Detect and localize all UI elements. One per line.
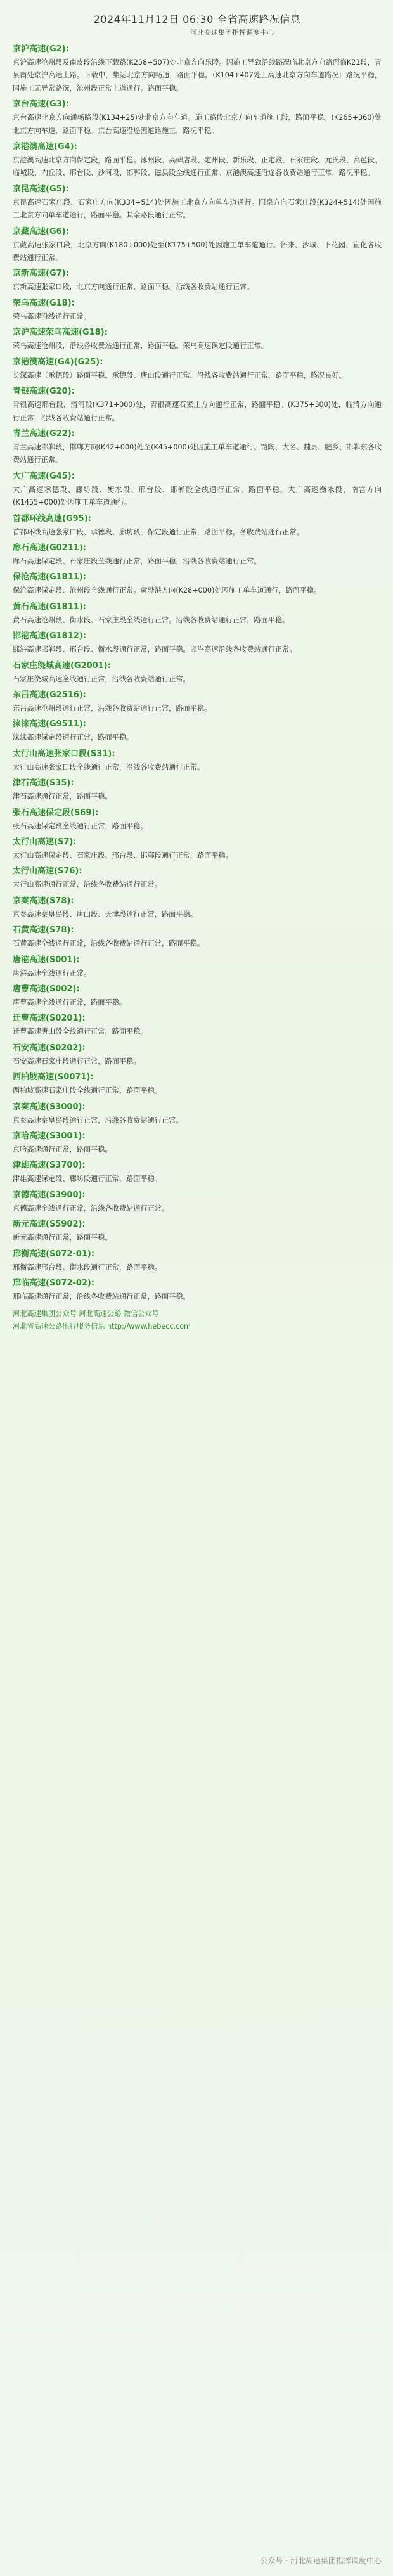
footer-line-2: 河北省高速公路出行服务信息 http://www.hebecc.com — [13, 1322, 191, 1330]
road-status: 保沧高速保定段、沧州段全线通行正常。黄骅港方向(K28+000)处因施工单车道通行，路面平稳。 — [13, 586, 321, 595]
road-name: 石黄高速(S78): — [13, 925, 74, 936]
road-section — [13, 326, 382, 352]
road-name: 太行山高速张家口段(S31): — [13, 749, 115, 759]
road-section — [13, 1100, 382, 1127]
road-name: 涞涞高速(G9511): — [13, 719, 86, 730]
road-name: 津石高速(S35): — [13, 778, 74, 789]
road-name: 保沧高速(G1811): — [13, 572, 86, 583]
road-section — [13, 183, 382, 222]
road-name: 迁曹高速(S0201): — [13, 1014, 86, 1024]
road-name: 张石高速保定段(S69): — [13, 808, 99, 818]
road-name: 太行山高速(S7): — [13, 837, 77, 847]
road-section — [13, 512, 382, 539]
road-section — [13, 835, 382, 862]
road-status: 京台高速北京方向通畅路段(K134+25)处北京方向车道。施工路段北京方向车道施工段，路面平稳。(K265+360)处北京方向车道，路面平稳。京台高速沿途因道路施工，路况平稳。 — [13, 113, 382, 135]
watermark: 公众号 · 河北高速集团指挥调度中心 — [260, 2556, 382, 2565]
road-status: 京藏高速张家口段，北京方向(K180+000)处至(K175+500)处因施工单车道通行。怀来、沙城、下花园、宣化各收费站通行正常。 — [13, 240, 382, 262]
road-status: 太行山高速保定段、石家庄段、邢台段、邯郸段通行正常，路面平稳。 — [13, 851, 233, 860]
road-name: 大广高速(G45): — [13, 471, 75, 481]
road-name: 荣乌高速(G18): — [13, 298, 75, 308]
road-status: 黄石高速沧州段、衡水段、石家庄段全线通行正常。沿线各收费站通行正常，路面平稳。 — [13, 615, 290, 624]
road-name: 邯港高速(G1812): — [13, 631, 86, 641]
road-status: 石安高速石家庄段通行正常，路面平稳。 — [13, 1057, 141, 1066]
road-section — [13, 1130, 382, 1156]
road-name: 京藏高速(G6): — [13, 226, 69, 236]
road-status: 京沪高速沧州段及南皮段沿线下载路(K258+507)处北京方向乐陵。因施工导致沿线路况临北京方向路面临K21段，青县南处京沪高速上路。下载中，集运北京方向畅通，路面平稳。（K104+407处上高速北京方向车道路况：路况平稳，因施工无异常路况，沧州段正常上道通行。路面平稳。 — [13, 58, 382, 93]
road-status: 京新高速张家口段，北京方向通行正常，路面平稳。沿线各收费站通行正常。 — [13, 283, 254, 292]
road-status: 邢临高速通行正常，沿线各收费站通行正常，路面平稳。 — [13, 1292, 190, 1301]
road-name: 京秦高速(S3000): — [13, 1102, 86, 1112]
road-status: 太行山高速通行正常，沿线各收费站通行正常。 — [13, 880, 162, 889]
road-section — [13, 659, 382, 686]
road-status: 石黄高速全线通行正常，沿线各收费站通行正常，路面平稳。 — [13, 939, 205, 948]
road-section — [13, 806, 382, 833]
road-section — [13, 924, 382, 950]
road-name: 邢临高速(S072-02): — [13, 1278, 95, 1289]
footer-line-1: 河北高速集团公众号 河北高速公路 微信公众号 — [13, 1309, 159, 1318]
road-section — [13, 629, 382, 656]
road-status: 邯港高速邯郸段、邢台段、衡水段通行正常，路面平稳。邯港高速沿线各收费站通行正常。 — [13, 645, 297, 654]
road-section — [13, 600, 382, 627]
footer — [13, 1308, 382, 1333]
road-section — [13, 267, 382, 293]
road-status: 廊石高速保定段、石家庄段全线通行正常，路面平稳，沿线各收费站通行正常。 — [13, 557, 261, 565]
road-status: 西柏坡高速石家庄段全线通行正常，路面平稳。 — [13, 1086, 162, 1095]
road-status: 青银高速邢台段，清河段(K371+000)处，青银高速石家庄方向通行正常，路面平稳。(K375+300)处，临清方向通行正常，沿线各收费站通行正常。 — [13, 401, 382, 422]
road-name: 唐曹高速(S002): — [13, 984, 80, 995]
road-name: 黄石高速(G1811): — [13, 602, 86, 612]
road-section — [13, 688, 382, 715]
road-section — [13, 297, 382, 323]
road-section — [13, 1012, 382, 1038]
road-status: 京昆高速石家庄段，石家庄方向(K334+514)处因施工北京方向单车道通行。阳泉方向石家庄段(K324+514)处因施工北京方向单车道通行，路面平稳。其余路段通行正常。 — [13, 198, 382, 220]
road-status: 石家庄绕城高速全线通行正常，沿线各收费站通行正常。 — [13, 674, 190, 683]
road-section — [13, 1247, 382, 1274]
road-status: 长深高速（承德段）路面平稳。承德段、唐山段通行正常，沿线各收费站通行正常，路面平稳，路况良好。 — [13, 371, 346, 380]
road-name: 京沪高速荣乌高速(G18): — [13, 328, 108, 338]
road-section — [13, 776, 382, 803]
road-section — [13, 225, 382, 265]
road-section — [13, 1071, 382, 1097]
road-name: 太行山高速(S76): — [13, 866, 82, 877]
road-status: 东吕高速沧州段通行正常，沿线各收费站通行正常，路面平稳。 — [13, 704, 212, 712]
road-section — [13, 747, 382, 774]
road-status: 大广高速承德段、廊坊段、衡水段、邢台段、邯郸段全线通行正常，路面平稳。大广高速衡水段，南宫方向(K1455+000)处因施工单车道通行。 — [13, 485, 382, 507]
road-name: 京新高速(G7): — [13, 269, 69, 279]
road-status: 迁曹高速唐山段全线通行正常，路面平稳。 — [13, 1027, 148, 1036]
road-name: 青银高速(G20): — [13, 387, 75, 397]
road-section — [13, 356, 382, 382]
road-status: 首都环线高速张家口段、承德段、廊坊段、保定段通行正常，路面平稳。各收费站通行正常。 — [13, 527, 304, 536]
road-section — [13, 1277, 382, 1303]
road-section — [13, 427, 382, 467]
road-section — [13, 953, 382, 980]
road-section — [13, 140, 382, 180]
road-status: 唐港高速全线通行正常。 — [13, 969, 91, 977]
road-status: 京秦高速秦皇岛段、唐山段、天津段通行正常，路面平稳。 — [13, 910, 197, 918]
road-section — [13, 1159, 382, 1185]
page-source: 河北高速集团指挥调度中心 — [190, 29, 274, 37]
road-section — [13, 470, 382, 510]
road-status: 荣乌高速沿线通行正常。 — [13, 312, 91, 321]
road-section — [13, 865, 382, 891]
road-status: 张石高速保定段全线通行正常，路面平稳。 — [13, 821, 148, 830]
road-name: 京哈高速(S3001): — [13, 1131, 86, 1142]
road-section — [13, 570, 382, 597]
road-name: 邢衡高速(S072-01): — [13, 1249, 95, 1259]
road-status: 津雄高速保定段、廊坊段通行正常，路面平稳。 — [13, 1175, 162, 1183]
road-section — [13, 541, 382, 568]
road-name: 津雄高速(S3700): — [13, 1161, 86, 1171]
road-status: 京哈高速通行正常，路面平稳。 — [13, 1145, 112, 1154]
road-status: 京德高速全线通行正常，沿线各收费站通行正常。 — [13, 1204, 169, 1213]
road-name: 京台高速(G3): — [13, 100, 69, 110]
page-title: 2024年11月12日 06:30 全省高速路况信息 — [93, 13, 301, 25]
road-status: 新元高速通行正常，路面平稳。 — [13, 1233, 112, 1242]
road-name: 京沪高速(G2): — [13, 44, 69, 54]
road-name: 新元高速(S5902): — [13, 1220, 86, 1230]
road-name: 京港澳高速(G4): — [13, 142, 77, 152]
road-list — [13, 42, 382, 1304]
road-section — [13, 1218, 382, 1244]
road-status: 唐曹高速全线通行正常，路面平稳。 — [13, 998, 127, 1007]
road-name: 首都环线高速(G95): — [13, 513, 91, 524]
road-status: 邢衡高速邢台段、衡水段通行正常，路面平稳。 — [13, 1263, 162, 1272]
road-name: 唐港高速(S001): — [13, 955, 80, 965]
road-section — [13, 982, 382, 1009]
road-status: 京港澳高速北京方向保定段，路面平稳。涿州段、高碑店段、定州段、新乐段、正定段、石家庄段、元氏段、高邑段、临城段、内丘段、邢台段、沙河段、邯郸段、磁县段全线通行正常。京港澳高速沿途各收费站通行正常，路况平稳。 — [13, 156, 382, 177]
road-section — [13, 42, 382, 95]
road-name: 东吕高速(G2516): — [13, 690, 86, 700]
road-name: 廊石高速(G0211): — [13, 543, 86, 553]
road-status: 京秦高速秦皇岛段通行正常，沿线各收费站通行正常。 — [13, 1116, 183, 1124]
road-status: 荣乌高速沧州段，沿线各收费站通行正常，路面平稳。荣乌高速保定段通行正常。 — [13, 342, 268, 351]
road-status: 涞涞高速保定段通行正常，路面平稳。 — [13, 733, 134, 742]
road-section — [13, 385, 382, 425]
road-section — [13, 1188, 382, 1215]
road-name: 京德高速(S3900): — [13, 1190, 86, 1200]
road-name: 京港澳高速(G4)(G25): — [13, 357, 103, 367]
road-name: 西柏坡高速(S0071): — [13, 1072, 94, 1083]
road-section — [13, 718, 382, 744]
road-name: 石家庄绕城高速(G2001): — [13, 660, 111, 671]
road-status: 青兰高速邯郸段，邯郸方向(K42+000)处至(K45+000)处因施工单车道通行。馆陶、大名、魏县、肥乡、邯郸东各收费站通行正常。 — [13, 442, 382, 465]
road-name: 青兰高速(G22): — [13, 428, 75, 439]
road-section — [13, 1041, 382, 1068]
road-status: 太行山高速张家口段全线通行正常，沿线各收费站通行正常。 — [13, 763, 205, 771]
road-section — [13, 98, 382, 138]
road-name: 京秦高速(S78): — [13, 896, 74, 906]
road-section — [13, 894, 382, 921]
road-name: 石安高速(S0202): — [13, 1043, 86, 1053]
road-status: 津石高速通行正常，路面平稳。 — [13, 792, 112, 801]
road-name: 京昆高速(G5): — [13, 184, 69, 194]
